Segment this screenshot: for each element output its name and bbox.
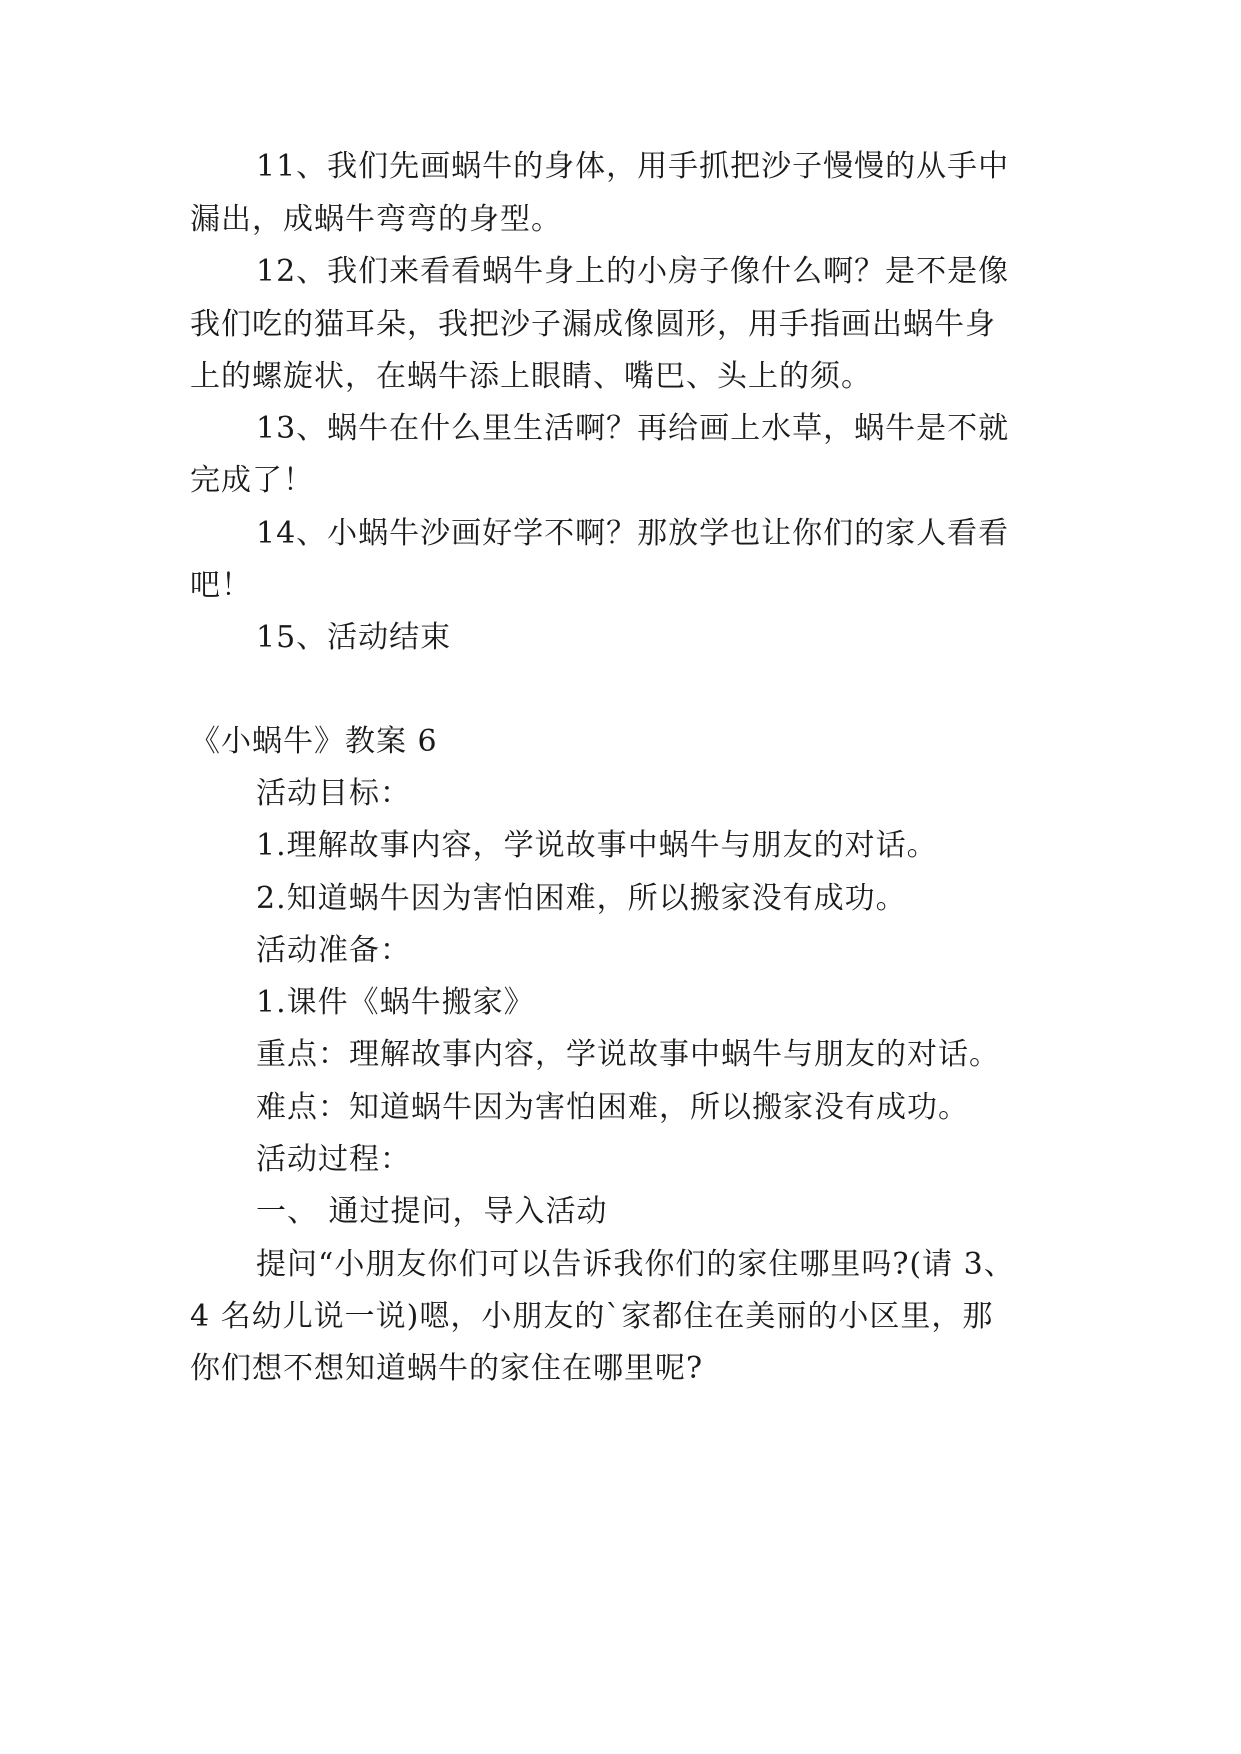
question-line1: 提问“小朋友你们可以告诉我你们的家住哪里吗?(请 3、: [256, 1247, 1015, 1282]
goal-1: 1.理解故事内容，学说故事中蜗牛与朋友的对话。: [256, 828, 938, 863]
process-heading: 活动过程：: [256, 1142, 411, 1177]
difficulty: 难点：知道蜗牛因为害怕困难，所以搬家没有成功。: [256, 1090, 969, 1125]
goal-2: 2.知道蜗牛因为害怕困难，所以搬家没有成功。: [256, 881, 907, 916]
paragraph-14-line2: 吧！: [190, 568, 252, 603]
step-1: 一、 通过提问，导入活动: [256, 1194, 608, 1229]
paragraph-14-line1: 14、小蜗牛沙画好学不啊？那放学也让你们的家人看看: [256, 516, 1010, 551]
paragraph-11-line2: 漏出，成蜗牛弯弯的身型。: [190, 202, 562, 237]
question-line2: 4 名幼儿说一说)嗯，小朋友的`家都住在美丽的小区里，那: [190, 1299, 994, 1334]
paragraph-12-line2: 我们吃的猫耳朵，我把沙子漏成像圆形，用手指画出蜗牛身: [190, 307, 996, 342]
prep-1: 1.课件《蜗牛搬家》: [256, 985, 535, 1020]
paragraph-12-line3: 上的螺旋状，在蜗牛添上眼睛、嘴巴、头上的须。: [190, 359, 872, 394]
paragraph-13-line2: 完成了！: [190, 463, 314, 498]
section-title: 《小蜗牛》教案 6: [190, 724, 438, 759]
key-point: 重点：理解故事内容，学说故事中蜗牛与朋友的对话。: [256, 1037, 1000, 1072]
goals-heading: 活动目标：: [256, 776, 411, 811]
prep-heading: 活动准备：: [256, 933, 411, 968]
paragraph-15: 15、活动结束: [256, 620, 452, 655]
question-line3: 你们想不想知道蜗牛的家住在哪里呢?: [190, 1351, 704, 1386]
paragraph-13-line1: 13、蜗牛在什么里生活啊？再给画上水草，蜗牛是不就: [256, 411, 1010, 446]
paragraph-12-line1: 12、我们来看看蜗牛身上的小房子像什么啊？是不是像: [256, 254, 1010, 289]
paragraph-11-line1: 11、我们先画蜗牛的身体，用手抓把沙子慢慢的从手中: [256, 149, 1010, 184]
